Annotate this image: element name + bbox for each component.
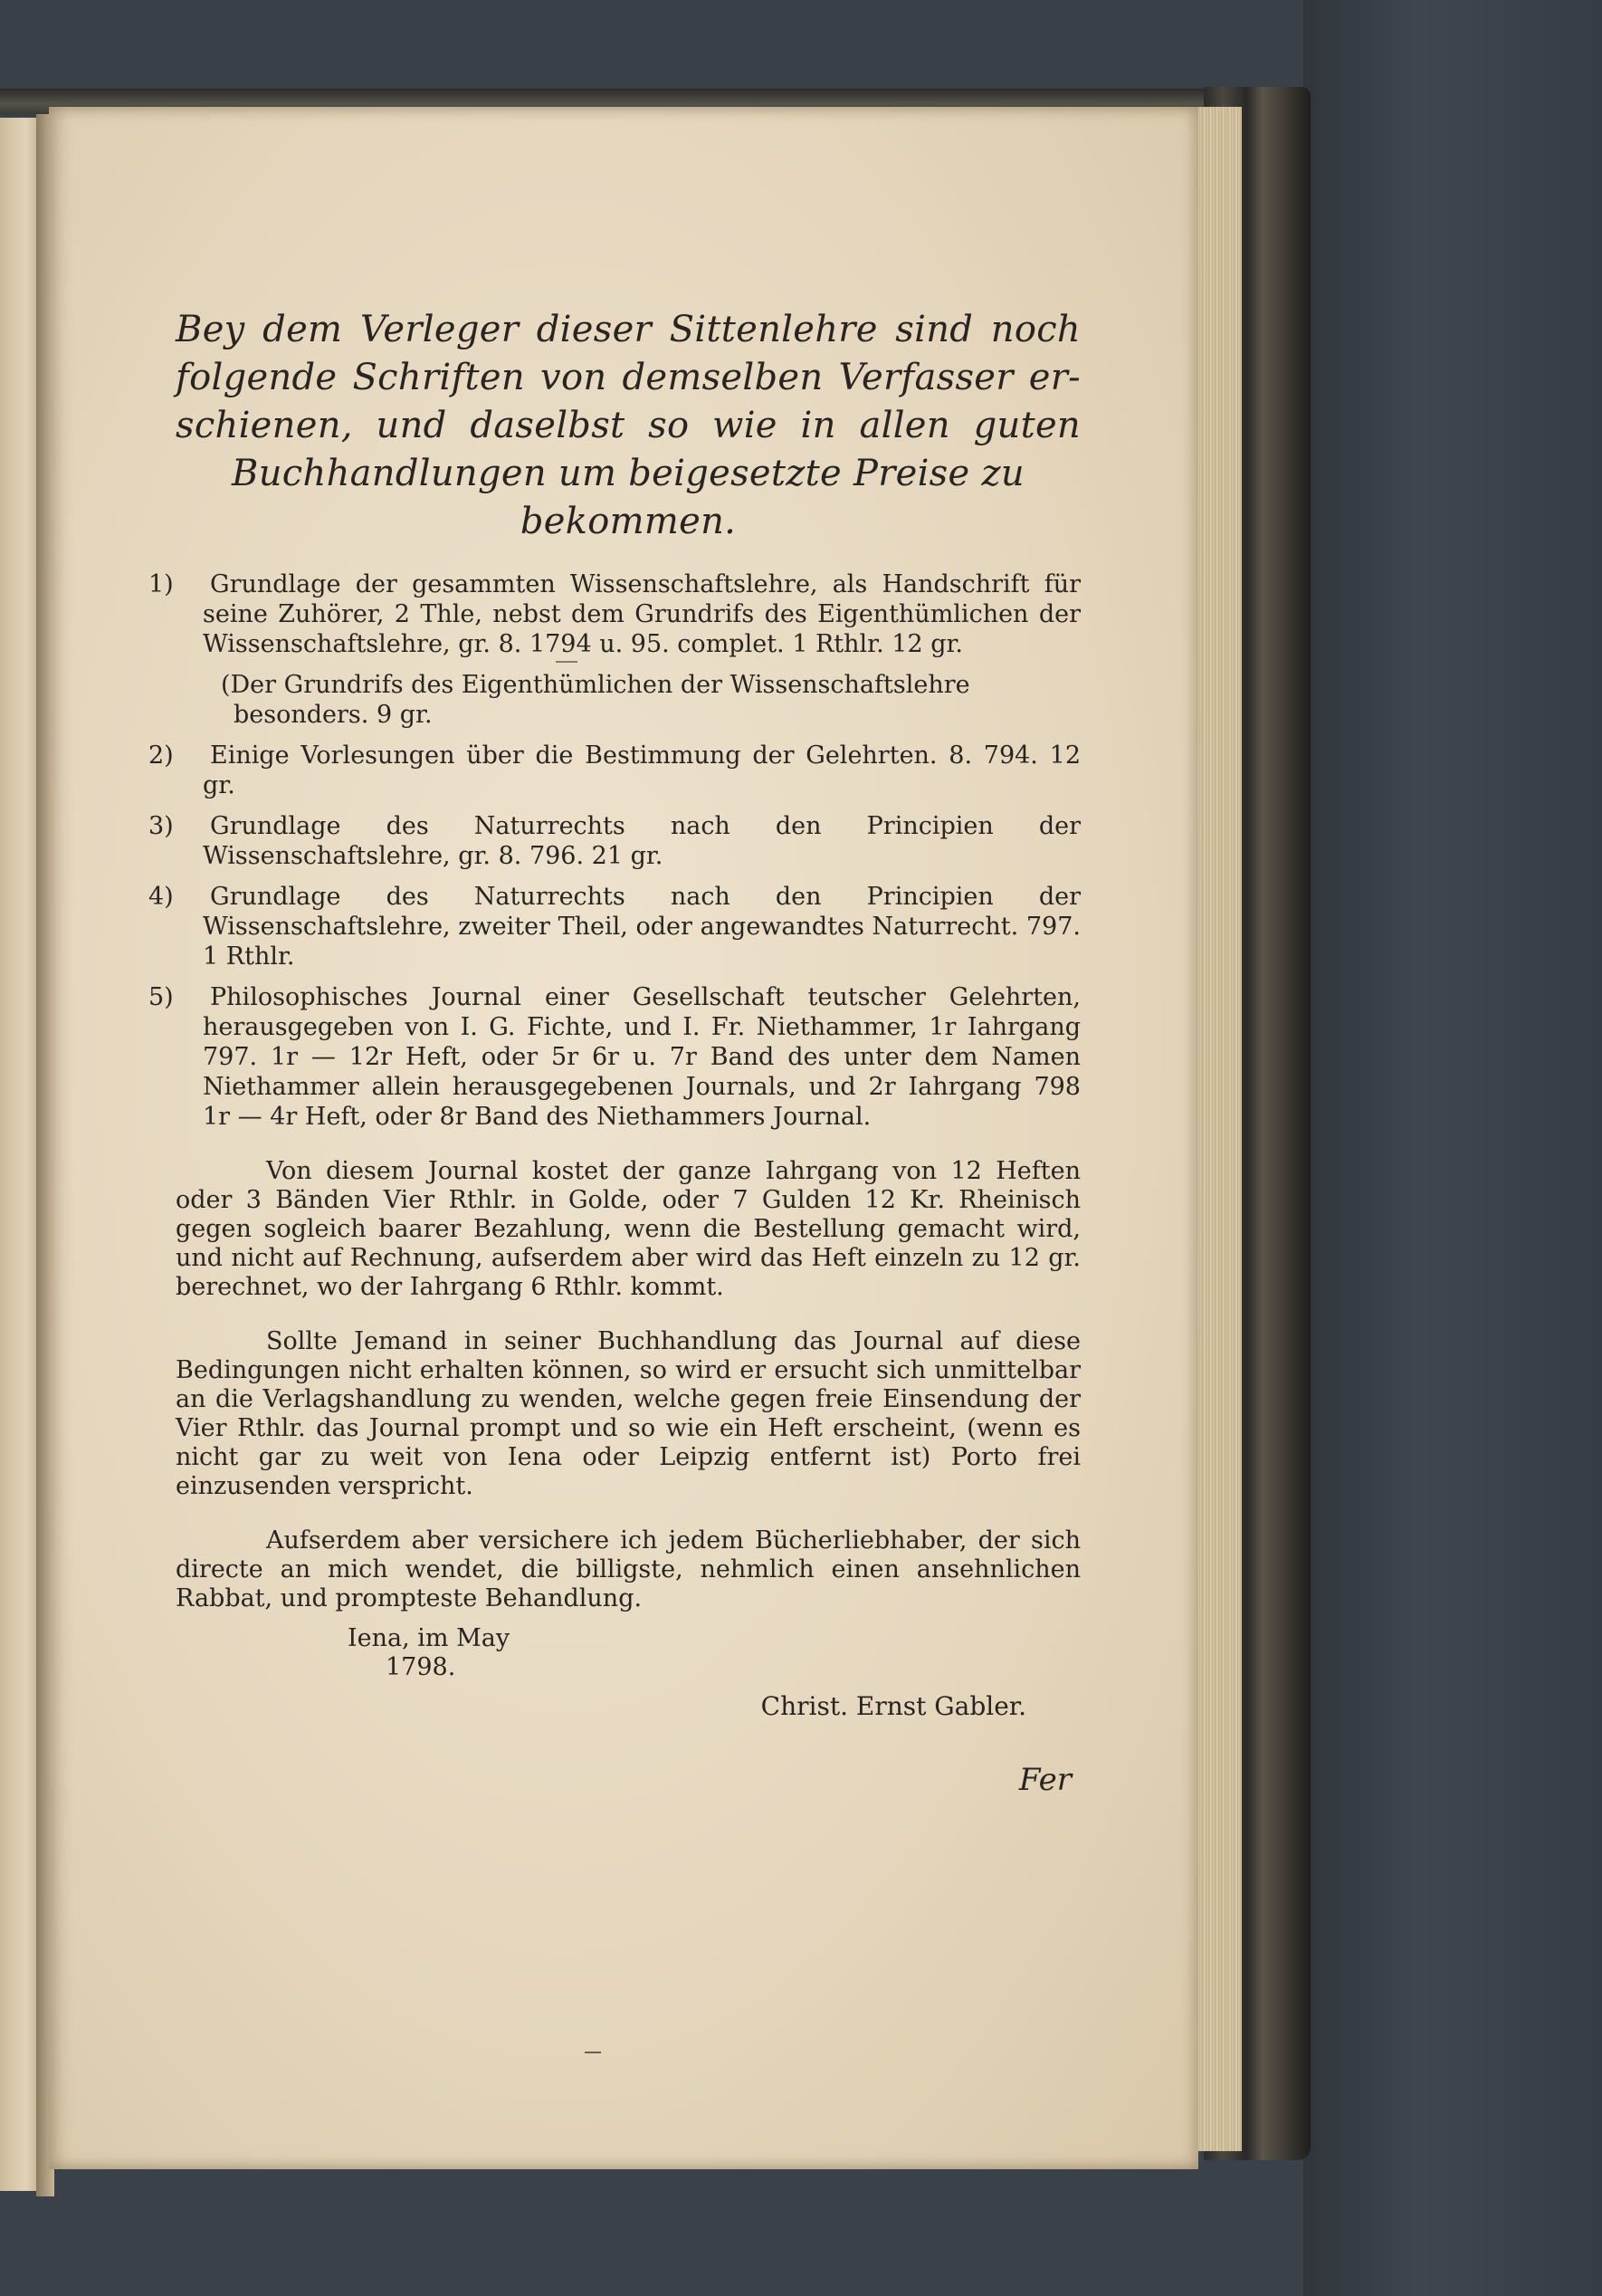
heading-line: Buchhandlungen um beigesetzte Preise zu bbox=[232, 453, 1025, 494]
list-item-text: Einige Vorlesungen über die Bestimmung der Gelehrten. 8. 794. 12 gr. bbox=[203, 741, 1081, 799]
list-item-text: Grundlage des Naturrechts nach den Principien der Wissenschaftslehre, gr. 8. 796. 21 gr. bbox=[203, 812, 1081, 870]
background-right bbox=[1303, 0, 1602, 2296]
heading-line: Bey dem Verleger dieser Sittenlehre sind noch bbox=[176, 309, 1081, 350]
separator-dash bbox=[585, 2052, 601, 2053]
list-item-number: 3) bbox=[148, 812, 174, 840]
list-item-text: Grundlage der gesammten Wissenschaftslehre, als Handschrift für seine Zuhörer, 2 Thle, nebst dem Grundrifs des Eigenthümlichen der Wissenschaftslehre, gr. 8. 1794 u. 95. complet. 1 Rthlr. 12 gr. bbox=[203, 570, 1081, 658]
list-item-text: Grundlage des Naturrechts nach den Principien der Wissenschaftslehre, zweiter Theil, oder angewandtes Naturrecht. 797. 1 Rthlr. bbox=[203, 883, 1081, 971]
place-date: Iena, im May bbox=[348, 1624, 510, 1652]
publisher-signature: Christ. Ernst Gabler. bbox=[760, 1691, 1026, 1721]
date-year: 1798. bbox=[386, 1653, 456, 1681]
heading-line: folgende Schriften von demselben Verfasser er- bbox=[176, 357, 1081, 398]
paragraph: Aufserdem aber versichere ich jedem Bücherliebhaber, der sich directe an mich wendet, die billigste, nehmlich einen ansehnlichen Rabbat, und prompteste Behandlung. bbox=[176, 1526, 1081, 1612]
heading-ornament bbox=[556, 661, 577, 663]
list-item-note: (Der Grundrifs des Eigenthümlichen der Wissenschaftslehre besonders. 9 gr. bbox=[221, 671, 970, 729]
heading-line: bekommen. bbox=[520, 501, 737, 542]
heading-line: schienen, und daselbst so wie in allen guten bbox=[176, 405, 1081, 446]
catchword: Fer bbox=[1018, 1762, 1072, 1798]
list-item bbox=[148, 982, 1081, 1132]
paragraph: Sollte Jemand in seiner Buchhandlung das Journal auf diese Bedingungen nicht erhalten können, so wird er ersucht sich unmittelbar an die Verlagshandlung zu wenden, welche gegen freie Einsendung der Vier Rthlr. das Journal prompt und so wie ein Heft erscheint, (wenn es nicht gar zu weit von Iena oder Leipzig entfernt ist) Porto frei einzusenden verspricht. bbox=[176, 1327, 1081, 1500]
book-page bbox=[49, 107, 1198, 2169]
paragraph: Von diesem Journal kostet der ganze Iahrgang von 12 Heften oder 3 Bänden Vier Rthlr. in Golde, oder 7 Gulden 12 Kr. Rheinisch gegen sogleich baarer Bezahlung, wenn die Bestellung gemacht wird, und nicht auf Rechnung, aufserdem aber wird das Heft einzeln zu 12 gr. berechnet, wo der Iahrgang 6 Rthlr. kommt. bbox=[176, 1157, 1081, 1301]
list-item-number: 4) bbox=[148, 883, 174, 911]
list-item-number: 5) bbox=[148, 983, 174, 1011]
list-item bbox=[148, 741, 1081, 800]
list-item bbox=[148, 569, 1081, 659]
page-text bbox=[148, 306, 1081, 1798]
page-heading bbox=[176, 306, 1081, 546]
list-item-number: 2) bbox=[148, 741, 174, 770]
list-item-text: Philosophisches Journal einer Gesellschaft teutscher Gelehrten, herausgegeben von I. G. Fichte, und I. Fr. Niethammer, 1r Iahrgang 797. 1r — 12r Heft, oder 5r 6r u. 7r Band des unter dem Namen Niethammer allein herausgegebenen Journals, und 2r Iahrgang 798 1r — 4r Heft, oder 8r Band des Niethammers Journal. bbox=[203, 983, 1081, 1131]
list-item-number: 1) bbox=[148, 570, 174, 598]
list-item bbox=[148, 811, 1081, 871]
list-item bbox=[148, 882, 1081, 971]
